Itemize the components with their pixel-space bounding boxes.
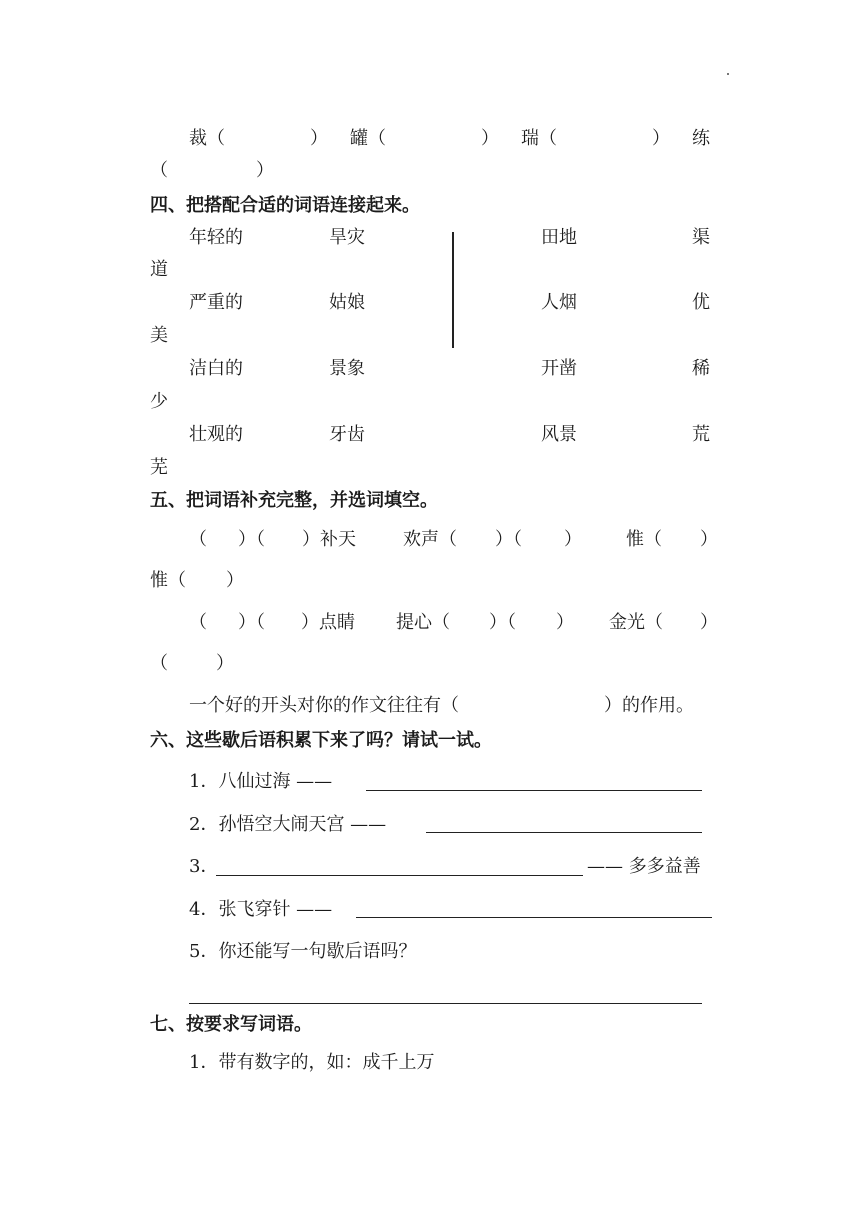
s3-guan: 罐（ bbox=[350, 128, 386, 149]
s6-item-4: 4．张飞穿针 —— bbox=[189, 899, 333, 920]
s4-r4-d2: 芜 bbox=[150, 457, 168, 478]
s4-r4-c: 风景 bbox=[541, 424, 577, 445]
s4-r4-d1: 荒 bbox=[692, 424, 710, 445]
section-6-title: 六、这些歇后语积累下来了吗？请试一试。 bbox=[150, 730, 492, 751]
s5-r2-p8: ） bbox=[700, 612, 718, 633]
s5-r2-p2: ）（ bbox=[238, 612, 265, 633]
answer-line-1[interactable] bbox=[366, 790, 702, 791]
s5-r1-p2: ）（ bbox=[238, 529, 265, 550]
s4-r2-a: 严重的 bbox=[189, 292, 243, 313]
s5-r2b-p1: （ bbox=[150, 653, 168, 674]
section-7-title: 七、按要求写词语。 bbox=[150, 1014, 312, 1035]
s5-r2-p4: 提心（ bbox=[396, 612, 450, 633]
s3-rui: 瑞（ bbox=[521, 128, 557, 149]
s4-r1-d1: 渠 bbox=[692, 227, 710, 248]
s5-r1-p3: ）补天 bbox=[302, 529, 356, 550]
s4-r3-b: 景象 bbox=[329, 358, 365, 379]
s3-close-3: ） bbox=[652, 128, 670, 149]
s5-r2-p3: ）点睛 bbox=[301, 612, 355, 633]
section-5-title: 五、把词语补充完整，并选词填空。 bbox=[150, 490, 438, 511]
s4-r1-d2: 道 bbox=[150, 259, 168, 280]
s7-item-1: 1．带有数字的，如：成千上万 bbox=[189, 1052, 435, 1073]
s6-item-2: 2．孙悟空大闹天宫 —— bbox=[189, 814, 387, 835]
s3-close-2: ） bbox=[481, 128, 499, 149]
s5-r1-p8: ） bbox=[700, 529, 718, 550]
section-4-title: 四、把搭配合适的词语连接起来。 bbox=[150, 195, 420, 216]
s4-r2-d1: 优 bbox=[692, 292, 710, 313]
answer-line-3[interactable] bbox=[216, 875, 583, 876]
s4-r3-c: 开凿 bbox=[541, 358, 577, 379]
s3-cont-close: ） bbox=[256, 160, 274, 181]
s4-r3-d1: 稀 bbox=[692, 358, 710, 379]
s4-r1-a: 年轻的 bbox=[189, 227, 243, 248]
s5-r1-p1: （ bbox=[189, 529, 207, 550]
s4-r1-c: 田地 bbox=[541, 227, 577, 248]
s5-sentence-b: ）的作用。 bbox=[604, 695, 694, 716]
s6-item-5: 5．你还能写一句歇后语吗？ bbox=[189, 941, 417, 962]
s4-r2-b: 姑娘 bbox=[329, 292, 365, 313]
s5-r1-p7: 惟（ bbox=[626, 529, 662, 550]
s6-item-3-tail: —— 多多益善 bbox=[587, 856, 701, 877]
s5-r2-p1: （ bbox=[189, 612, 207, 633]
s3-cai: 裁（ bbox=[189, 128, 225, 149]
s5-r2-p5: ）（ bbox=[489, 612, 516, 633]
s4-r2-d2: 美 bbox=[150, 325, 168, 346]
s4-r3-a: 洁白的 bbox=[189, 358, 243, 379]
s5-r1-p6: ） bbox=[564, 529, 582, 550]
divider-line bbox=[452, 232, 454, 348]
s5-r1-p5: ）（ bbox=[495, 529, 522, 550]
s6-item-1: 1．八仙过海 —— bbox=[189, 771, 333, 792]
s5-r2b-p2: ） bbox=[216, 653, 234, 674]
s4-r4-b: 牙齿 bbox=[329, 424, 365, 445]
s6-item-3: 3． bbox=[189, 856, 219, 877]
s3-cont-open: （ bbox=[150, 160, 168, 181]
s5-r2-p7: 金光（ bbox=[609, 612, 663, 633]
s4-r4-a: 壮观的 bbox=[189, 424, 243, 445]
answer-line-2[interactable] bbox=[426, 832, 702, 833]
s5-r1b-p2: ） bbox=[226, 570, 244, 591]
answer-line-5[interactable] bbox=[189, 1003, 702, 1004]
s5-r1-p4: 欢声（ bbox=[403, 529, 457, 550]
s3-close-1: ） bbox=[310, 128, 328, 149]
s3-lian: 练 bbox=[692, 128, 710, 149]
page-dot bbox=[727, 73, 729, 75]
s5-r2-p6: ） bbox=[556, 612, 574, 633]
s5-r1b-p1: 惟（ bbox=[150, 570, 186, 591]
s4-r3-d2: 少 bbox=[150, 391, 168, 412]
s4-r2-c: 人烟 bbox=[541, 292, 577, 313]
s4-r1-b: 旱灾 bbox=[329, 227, 365, 248]
answer-line-4[interactable] bbox=[356, 917, 712, 918]
s5-sentence-a: 一个好的开头对你的作文往往有（ bbox=[189, 695, 459, 716]
